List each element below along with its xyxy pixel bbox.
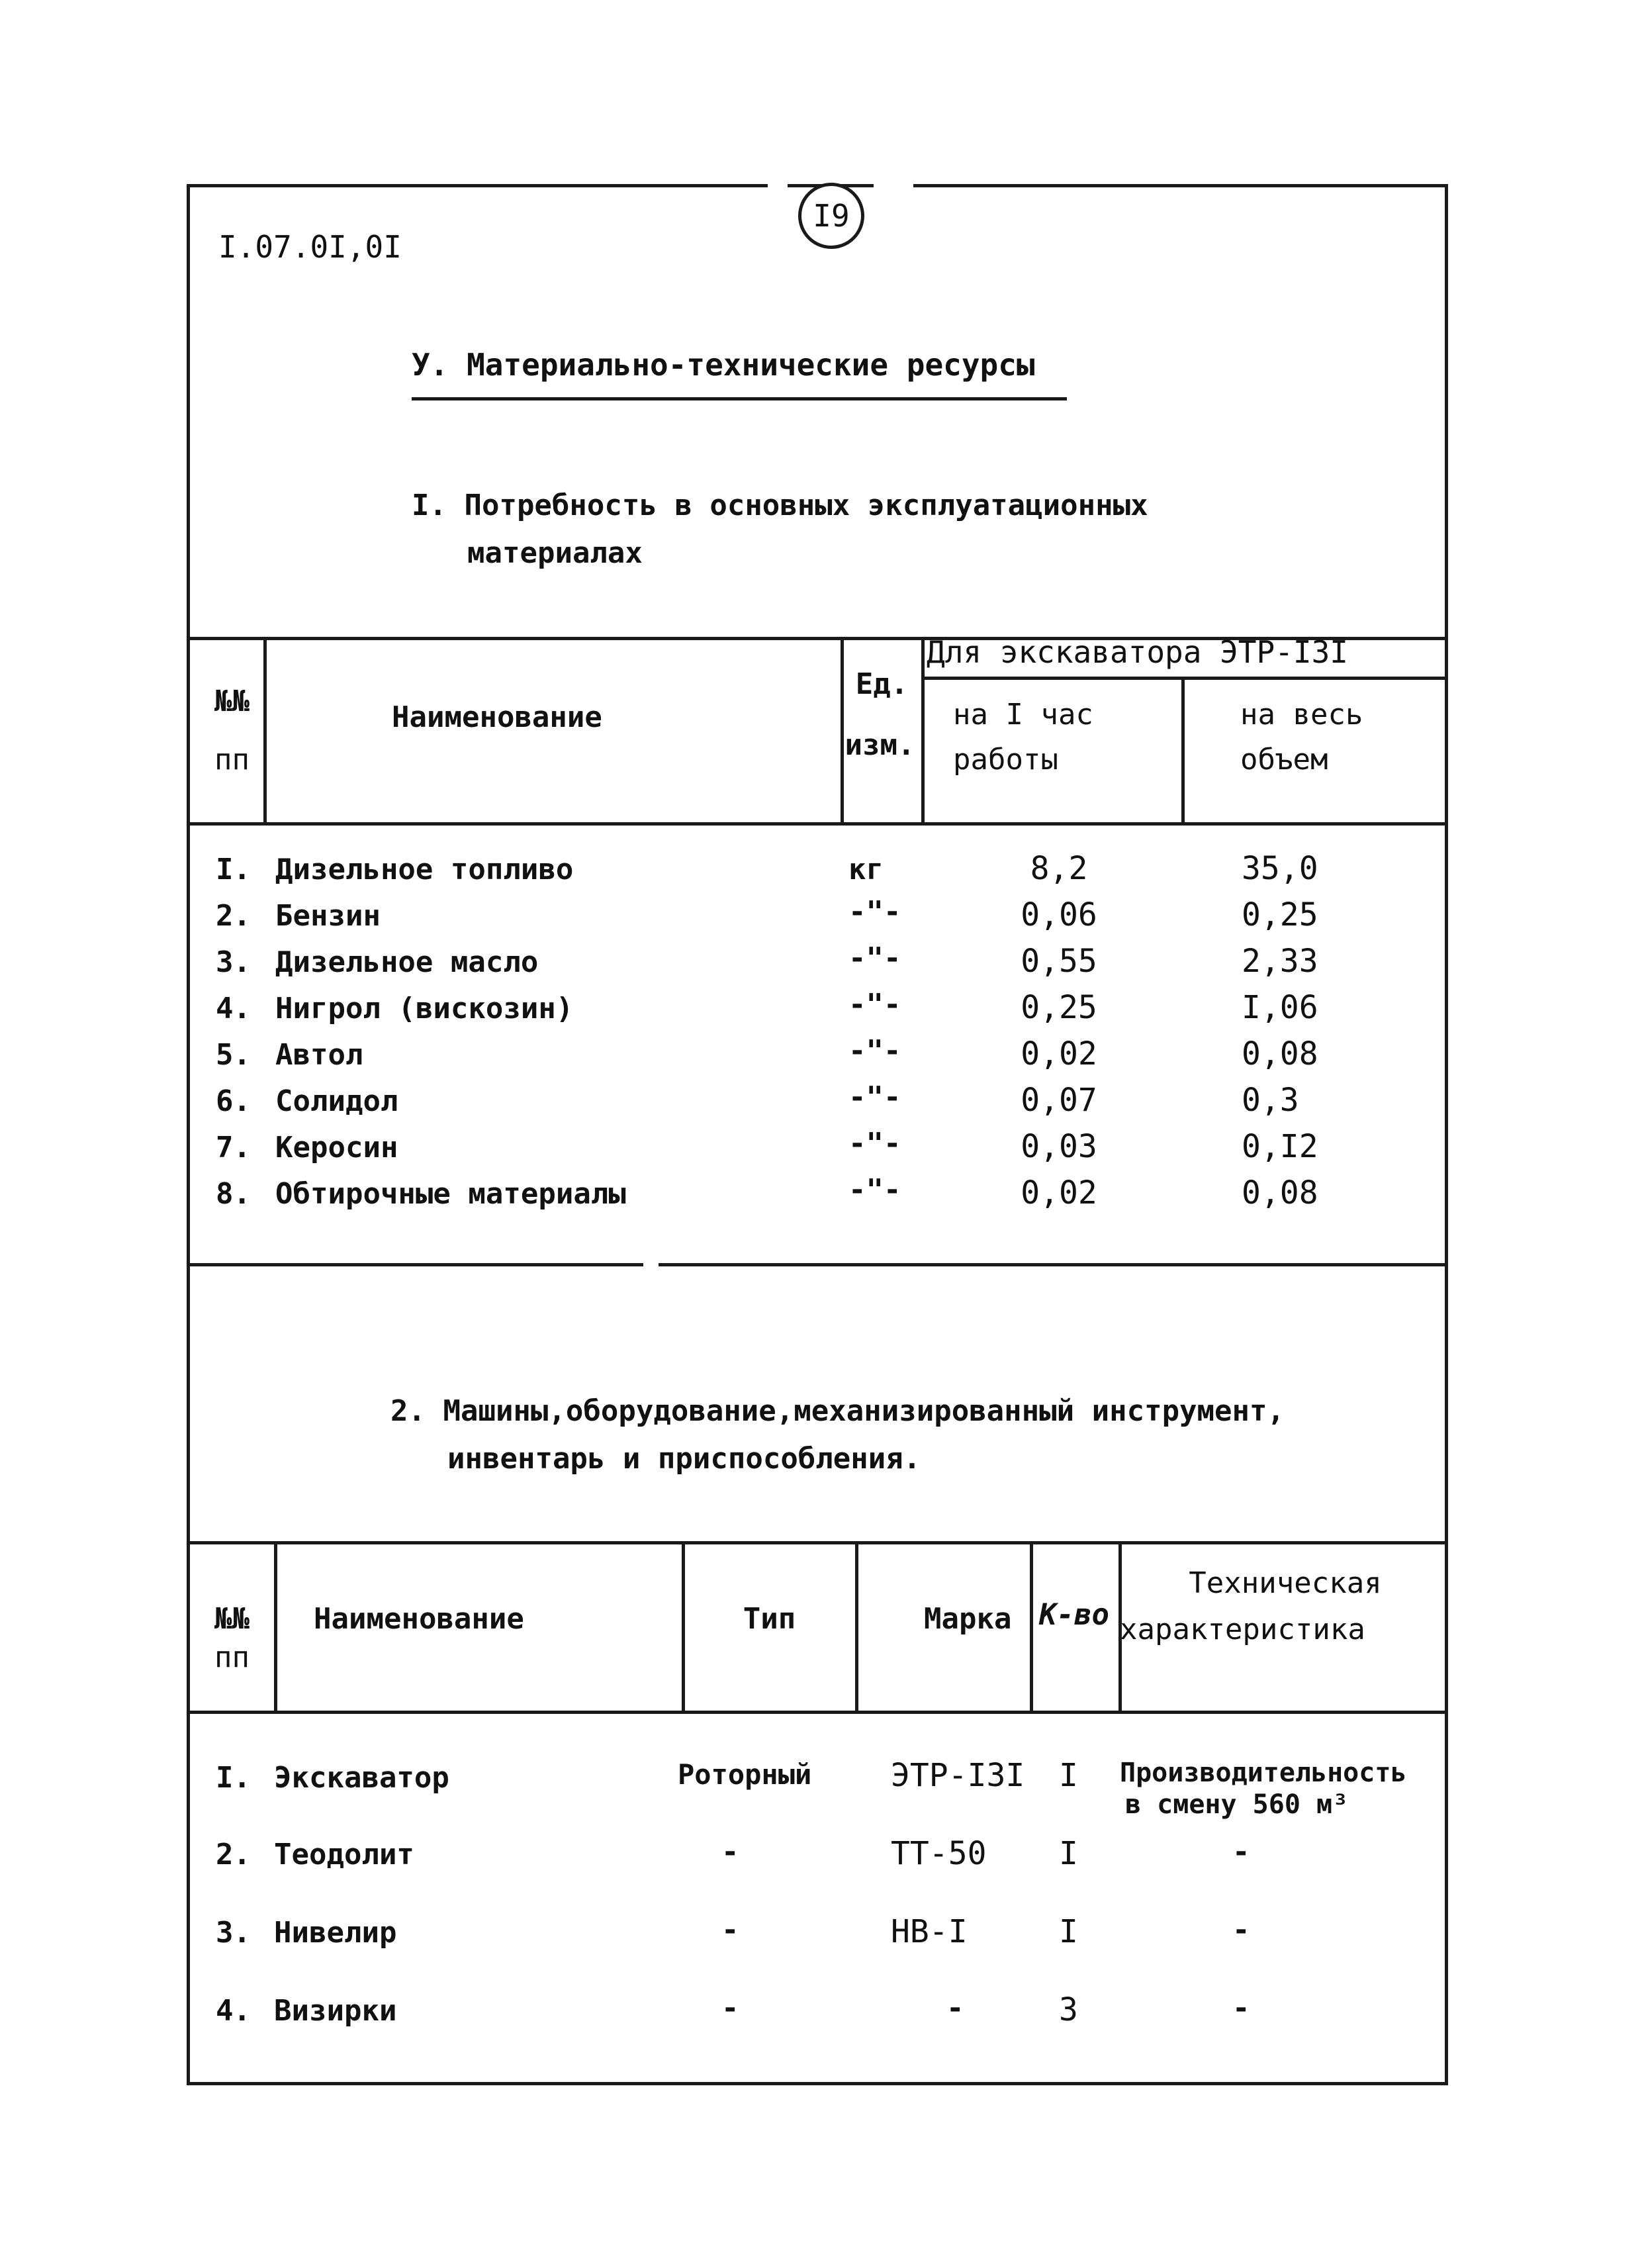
machines-row-num: 4.	[216, 1994, 251, 2028]
section-title-underline	[412, 397, 1067, 401]
materials-row-num: 2.	[216, 899, 251, 933]
page-number-badge	[798, 183, 864, 249]
materials-table-bottom-border	[187, 1263, 643, 1266]
materials-row-total: 2,33	[1242, 943, 1318, 980]
materials-row-unit: -"-	[848, 988, 901, 1021]
machines-row-brand: ЭТР-I3I	[891, 1757, 1025, 1794]
materials-header-num-line2: пп	[214, 743, 250, 777]
materials-row-unit: -"-	[848, 1127, 901, 1160]
materials-heading-line1: I. Потребность в основных эксплуатационных	[412, 489, 1148, 522]
materials-row-unit: -"-	[848, 1173, 901, 1207]
materials-header-unit-line1: Ед.	[855, 667, 909, 701]
materials-row-num: 4.	[216, 992, 251, 1025]
materials-header-total-line1: на весь	[1240, 698, 1363, 732]
materials-header-num-line1: №№	[214, 685, 250, 718]
materials-row-name: Автол	[275, 1038, 363, 1072]
materials-row-name: Бензин	[275, 899, 381, 933]
machines-row-spec-line1: Производительность	[1120, 1758, 1407, 1788]
machines-row-qty: I	[1059, 1757, 1078, 1794]
materials-row-total: 0,08	[1242, 1174, 1318, 1211]
machines-header-num-line2: пп	[214, 1640, 250, 1674]
machines-row-num: I.	[216, 1761, 251, 1795]
materials-group-divider	[923, 677, 1448, 680]
machines-row-spec-line1: -	[1232, 1835, 1250, 1869]
materials-row-total: I,06	[1242, 989, 1318, 1026]
materials-row-unit: кг	[848, 853, 884, 886]
materials-row-name: Обтирочные материалы	[275, 1177, 626, 1211]
machines-row-type: Роторный	[678, 1758, 812, 1791]
machines-header-bottom-border	[187, 1711, 1448, 1714]
machines-row-num: 3.	[216, 1916, 251, 1950]
machines-row-type: -	[721, 1991, 739, 2025]
materials-header-total-line2: объем	[1240, 743, 1328, 777]
materials-row-total: 0,25	[1242, 896, 1318, 933]
machines-row-name: Теодолит	[274, 1838, 414, 1871]
machines-header-name: Наименование	[314, 1602, 524, 1636]
materials-row-unit: -"-	[848, 1080, 901, 1114]
machines-table-top-border	[187, 1541, 1448, 1544]
frame-gap	[874, 179, 913, 192]
machines-row-qty: 3	[1059, 1991, 1078, 2028]
materials-row-total: 0,I2	[1242, 1128, 1318, 1165]
materials-row-name: Нигрол (вискозин)	[275, 992, 574, 1025]
materials-row-unit: -"-	[848, 941, 901, 975]
materials-header-group: Для экскаватора ЭТР-I3I	[927, 634, 1348, 670]
materials-header-per-hour-line1: на I час	[953, 698, 1093, 732]
materials-row-per-hour: 0,02	[1021, 1035, 1097, 1072]
section-title: У. Материально-технические ресурсы	[412, 347, 1035, 383]
materials-col-divider	[263, 637, 267, 826]
machines-col-divider	[855, 1541, 858, 1714]
materials-row-num: 7.	[216, 1131, 251, 1164]
materials-table-bottom-border	[659, 1263, 1448, 1266]
materials-row-num: 5.	[216, 1038, 251, 1072]
materials-row-name: Дизельное топливо	[275, 853, 574, 886]
machines-row-brand: -	[946, 1991, 964, 2025]
materials-row-per-hour: 0,02	[1021, 1174, 1097, 1211]
materials-header-unit-line2: изм.	[844, 728, 915, 762]
materials-heading-line2: материалах	[467, 536, 643, 570]
machines-row-num: 2.	[216, 1838, 251, 1871]
machines-header-type: Тип	[743, 1602, 796, 1636]
machines-heading-line1: 2. Машины,оборудование,механизированный инструмент,	[390, 1394, 1285, 1428]
materials-row-num: 8.	[216, 1177, 251, 1211]
machines-heading-line2: инвентарь и приспособления.	[447, 1442, 921, 1476]
machines-row-type: -	[721, 1913, 739, 1947]
machines-row-qty: I	[1059, 1835, 1078, 1872]
machines-row-name: Визирки	[274, 1994, 397, 2028]
machines-row-brand: ТТ-50	[891, 1835, 987, 1872]
machines-row-brand: НВ-I	[891, 1913, 968, 1950]
materials-row-per-hour: 0,03	[1021, 1128, 1097, 1165]
machines-row-type: -	[721, 1835, 739, 1869]
materials-header-name: Наименование	[392, 700, 602, 734]
materials-row-name: Солидол	[275, 1084, 398, 1118]
materials-row-unit: -"-	[848, 1034, 901, 1068]
machines-header-spec-line1: Техническая	[1189, 1566, 1382, 1600]
materials-row-per-hour: 0,25	[1021, 989, 1097, 1026]
materials-row-num: 6.	[216, 1084, 251, 1118]
materials-row-per-hour: 0,06	[1021, 896, 1097, 933]
machines-col-divider	[274, 1541, 277, 1714]
frame-gap	[768, 179, 788, 192]
materials-row-num: 3.	[216, 945, 251, 979]
materials-row-per-hour: 0,07	[1021, 1082, 1097, 1119]
materials-row-total: 0,3	[1242, 1082, 1299, 1119]
machines-row-spec-line1: -	[1232, 1991, 1250, 2025]
machines-header-qty: К-во	[1039, 1598, 1109, 1632]
materials-col-divider	[1181, 677, 1185, 826]
machines-row-spec-line2: в смену 560 м³	[1125, 1789, 1349, 1820]
page-number: I9	[813, 198, 850, 234]
machines-row-spec-line1: -	[1232, 1913, 1250, 1947]
materials-row-per-hour: 0,55	[1021, 943, 1097, 980]
machines-row-name: Экскаватор	[274, 1761, 449, 1795]
machines-row-name: Нивелир	[274, 1916, 397, 1950]
materials-row-num: I.	[216, 853, 251, 886]
materials-row-unit: -"-	[848, 895, 901, 929]
machines-header-spec-line2: характеристика	[1120, 1613, 1365, 1646]
materials-row-total: 0,08	[1242, 1035, 1318, 1072]
materials-row-name: Дизельное масло	[275, 945, 539, 979]
materials-row-name: Керосин	[275, 1131, 398, 1164]
document-code: I.07.0I,0I	[218, 229, 402, 265]
machines-row-qty: I	[1059, 1913, 1078, 1950]
materials-row-per-hour: 8,2	[1030, 850, 1088, 887]
machines-header-brand: Марка	[924, 1602, 1012, 1636]
materials-header-bottom-border	[187, 822, 1448, 826]
materials-row-total: 35,0	[1242, 850, 1318, 887]
materials-header-per-hour-line2: работы	[953, 743, 1058, 777]
machines-header-num-line1: №№	[214, 1602, 250, 1636]
